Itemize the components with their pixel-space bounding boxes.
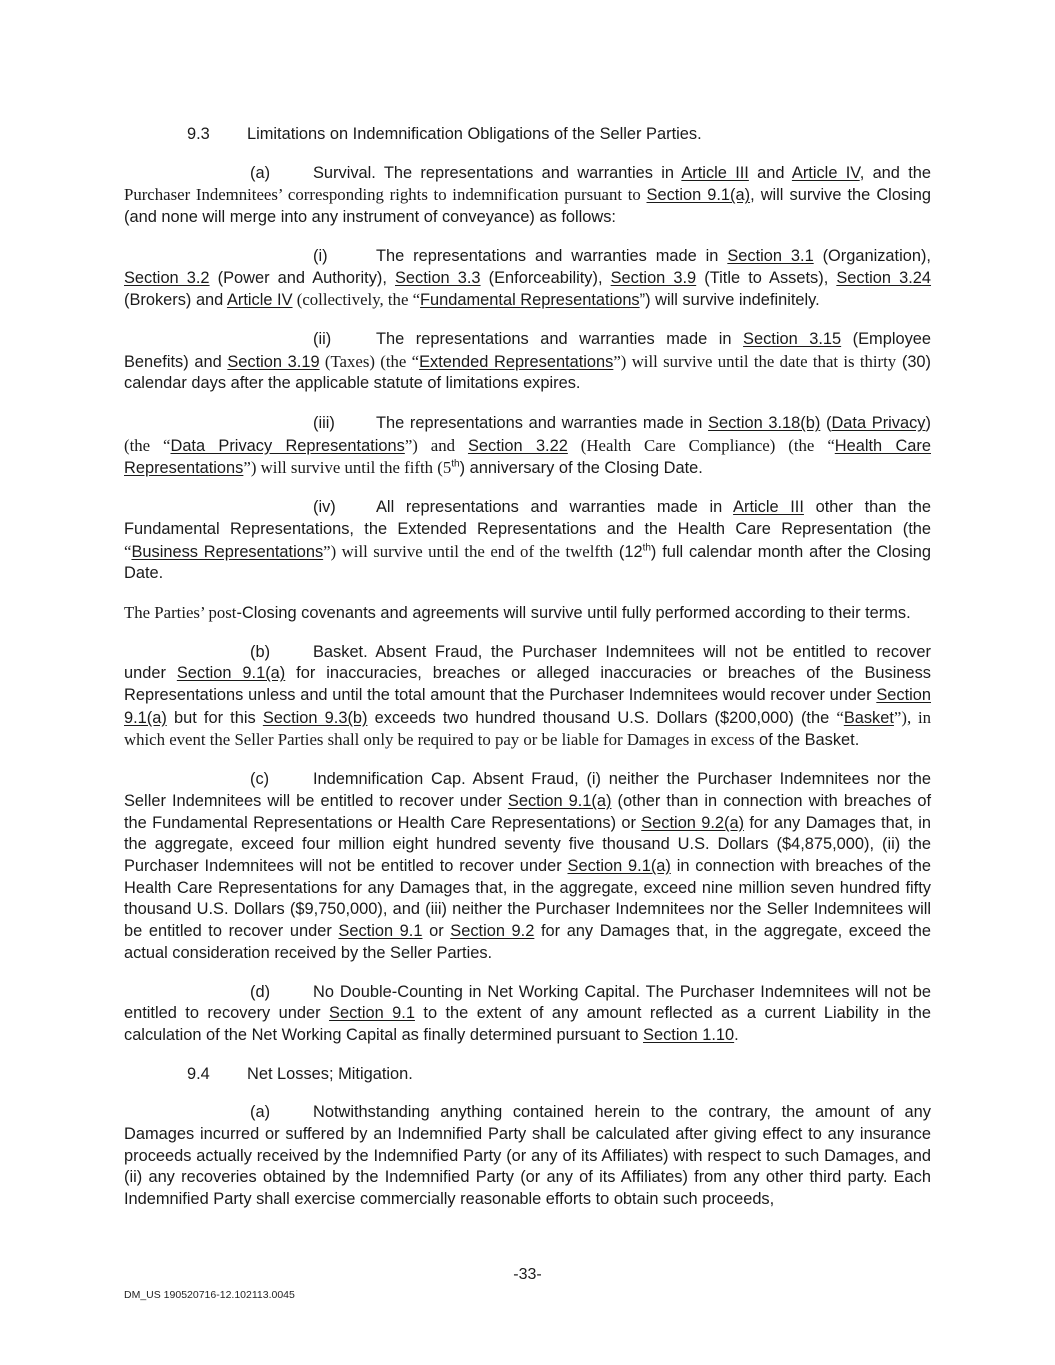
section-title: Net Losses; Mitigation. — [247, 1064, 413, 1083]
section-ref: Section 9.1(a) — [567, 856, 671, 875]
defined-term: Data Privacy Representations — [170, 436, 405, 455]
data-privacy-ref: Data Privacy — [831, 414, 926, 433]
paragraph-c-cap: (c) Indemnification Cap. Absent Fraud, (i) neither the Purchaser Indemnitees nor the Seller Indemnitees will be entitled to recover under Section 9.1(a) (other than in connection with breaches of the Fundamental Representations or Health Care Representations) or Section 9.2(a) for any Damages that, in the aggregate, exceed four million eight hundred seventy five thousand U.S. Dollars ($4,875,000), (ii) the Purchaser Indemnitees will not be entitled to recover under Section 9.1(a) in connection with breaches of the Health Care Representations for any Damages that, in the aggregate, exceed nine million seven hundred fifty thousand U.S. Dollars ($9,750,000), and (iii) neither the Purchaser Indemnitees nor the Seller Indemnitees will be entitled to recover under Section 9.1 or Section 9.2 for any Damages that, in the aggregate, exceed the actual consideration received by the Seller Parties. — [124, 770, 932, 962]
section-ref: Section 3.22 — [467, 436, 568, 455]
section-title: Limitations on Indemnification Obligations of the Seller Parties. — [247, 125, 702, 143]
clause-label: (iv) — [313, 498, 336, 517]
section-ref: Section 3.18(b) — [708, 414, 821, 433]
clause-heading: Indemnification Cap. — [313, 770, 466, 789]
paragraph-ii: (ii) The representations and warranties made in Section 3.15 (Employee Benefits) and Section 3.19 (Taxes) (the “Extended Representations”) will survive until the date that is thirty (30) calendar days after the applicable statute of limitations expires. — [124, 329, 932, 393]
paragraph-9-4-a: (a) Notwithstanding anything contained herein to the contrary, the amount of any Damages incurred or suffered by an Indemnified Party shall be calculated after giving effect to any insurance proceeds actually received by the Indemnified Party (or any of its Affiliates) with respect to such Damages, and (ii) any recoveries obtained by the Indemnified Party (or any of its Affiliates) from any other third party. Each Indemnified Party shall exercise commercially reasonable efforts to obtain such proceeds, — [124, 1103, 931, 1209]
paragraph-iv: (iv) All representations and warranties made in Article III other than the Fundamental Representations, the Extended Representations and the Health Care Representation (the “Business Representations”) will survive until the end of the twelfth (12th) full calendar month after the Closing Date. — [124, 498, 931, 583]
section-ref: Section 9.2(a) — [641, 813, 745, 832]
clause-label: (a) — [250, 163, 271, 182]
defined-term: Business Representations — [131, 542, 324, 561]
section-number: 9.3 — [187, 125, 210, 143]
paragraph-i: (i) The representations and warranties made in Section 3.1 (Organization), Section 3.2 (Power and Authority), Section 3.3 (Enforceability), Section 3.9 (Title to Assets), Section 3.24 (Brokers) and Article IV (collectively, the “Fundamental Representations”) will survive indefinitely. — [124, 246, 932, 310]
clause-label: (iii) — [313, 414, 335, 433]
section-ref: Section 3.15 — [743, 329, 842, 348]
defined-term: Basket — [843, 708, 894, 727]
paragraph-iii: (iii) The representations and warranties made in Section 3.18(b) (Data Privacy) (the “Data Privacy Representations”) and Section 3.22 (Health Care Compliance) (the “Health Care Representations”) will survive until the fifth (5th) anniversary of the Closing Date. — [124, 414, 931, 478]
section-9-4-heading — [124, 1064, 931, 1086]
page-number: -33- — [513, 1266, 542, 1283]
section-ref: Section 9.2 — [450, 922, 535, 941]
clause-heading: Basket. — [313, 642, 368, 661]
section-ref: Section 9.1(a) — [507, 791, 612, 810]
article-ref: Article III — [733, 498, 804, 517]
paragraph-post-closing: The Parties’ post-Closing covenants and agreements will survive until fully performed according to their terms. — [124, 602, 911, 622]
article-iii-ref: Article III — [681, 163, 749, 182]
section-ref: Section 9.1(a) — [124, 686, 931, 727]
clause-label: (a) — [250, 1103, 271, 1122]
section-ref: Section 9.1 — [338, 922, 423, 941]
defined-term: Extended Representations — [419, 352, 614, 371]
section-ref: Section 3.9 — [610, 268, 697, 287]
clause-heading: No Double-Counting in Net Working Capital. — [313, 982, 641, 1001]
clause-label: (b) — [250, 642, 271, 661]
section-ref: Section 3.1 — [727, 246, 814, 265]
paragraph-b-basket: (b) Basket. Absent Fraud, the Purchaser Indemnitees will not be entitled to recover under Section 9.1(a) for inaccuracies, breaches or alleged inaccuracies or breaches of the Business Representations unless and until the total amount that the Purchaser Indemnitees would recover under Section 9.1(a) but for this Section 9.3(b) exceeds two hundred thousand U.S. Dollars ($200,000) (the “Basket”), in which event the Seller Parties shall only be required to pay or be liable for Damages in excess of the Basket. — [124, 642, 931, 750]
section-ref: Section 9.3(b) — [262, 708, 368, 727]
clause-label: (c) — [250, 770, 270, 789]
section-ref: Section 3.3 — [395, 268, 481, 287]
article-iv-ref: Article IV — [791, 163, 860, 182]
section-ref: Section 3.19 — [227, 352, 320, 371]
section-number: 9.4 — [187, 1064, 210, 1083]
defined-term: Health Care Representations — [124, 436, 931, 478]
article-ref: Article IV — [226, 291, 293, 310]
clause-label: (d) — [250, 982, 271, 1001]
clause-heading: Survival. — [313, 163, 376, 182]
section-ref: Section 3.2 — [124, 268, 210, 287]
paragraph-a-survival: (a) Survival. The representations and warranties in Article III and Article IV, and the Purchaser Indemnitees’ corresponding rights to indemnification pursuant to Section 9.1(a), will survive the Closing (and none will merge into any instrument of conveyance) as follows: — [124, 163, 931, 227]
section-9-1a-ref: Section 9.1(a) — [646, 186, 751, 205]
clause-label: (i) — [313, 246, 328, 265]
section-9-3-heading — [124, 124, 931, 146]
section-ref: Section 1.10 — [643, 1025, 735, 1044]
clause-label: (ii) — [313, 329, 332, 348]
paragraph-d-double-counting: (d) No Double-Counting in Net Working Capital. The Purchaser Indemnitees will not be entitled to recovery under Section 9.1 to the extent of any amount reflected as a current Liability in the calculation of the Net Working Capital as finally determined pursuant to Section 1.10. — [124, 982, 932, 1044]
defined-term: Fundamental Representations — [420, 291, 640, 310]
section-ref: Section 3.24 — [836, 268, 932, 287]
document-id: DM_US 190520716-12.102113.0045 — [124, 1289, 295, 1301]
document-body — [124, 124, 931, 1228]
section-ref: Section 9.1 — [329, 1004, 415, 1023]
section-ref: Section 9.1(a) — [176, 664, 286, 683]
